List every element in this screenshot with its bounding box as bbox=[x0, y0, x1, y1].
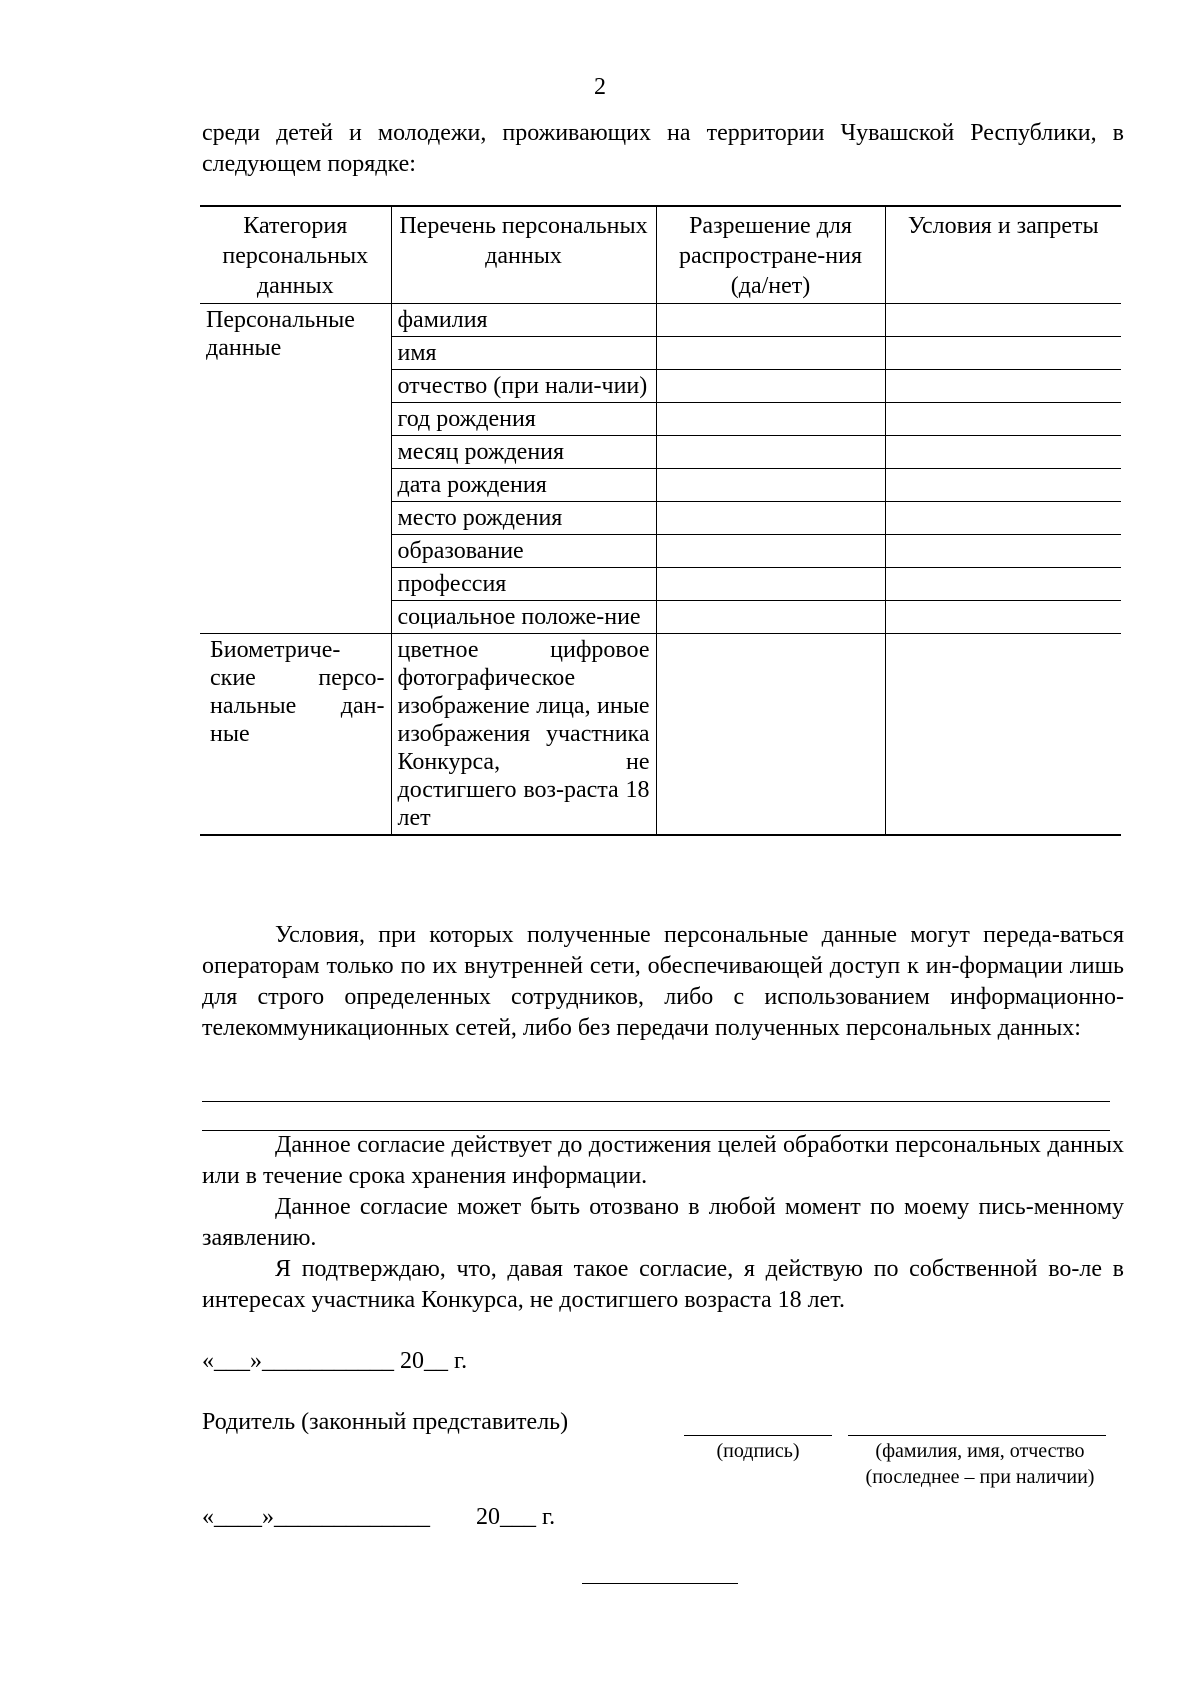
date-line-second[interactable] bbox=[202, 1504, 555, 1531]
permission-cell[interactable] bbox=[656, 502, 885, 535]
category-biometric: Биометриче-ские персо-нальные дан-ные bbox=[200, 634, 391, 836]
signature-line[interactable] bbox=[684, 1435, 832, 1436]
conditions-cell[interactable] bbox=[885, 568, 1121, 601]
item-name: имя bbox=[391, 337, 656, 370]
table-header-row bbox=[200, 206, 1121, 304]
permission-cell[interactable] bbox=[656, 469, 885, 502]
item-surname: фамилия bbox=[391, 304, 656, 337]
date-month-field[interactable]: _____________ bbox=[274, 1504, 430, 1530]
date-day-field[interactable]: «____» bbox=[202, 1504, 274, 1530]
item-birth-year: год рождения bbox=[391, 403, 656, 436]
consent-block bbox=[202, 1130, 1124, 1316]
permission-cell[interactable] bbox=[656, 370, 885, 403]
table-row bbox=[200, 634, 1121, 836]
conditions-cell[interactable] bbox=[885, 634, 1121, 836]
header-conditions: Условия и запреты bbox=[885, 206, 1121, 304]
conditions-cell[interactable] bbox=[885, 502, 1121, 535]
item-birth-date: дата рождения bbox=[391, 469, 656, 502]
fill-in-line[interactable] bbox=[202, 1101, 1110, 1102]
conditions-cell[interactable] bbox=[885, 337, 1121, 370]
signature-caption: (подпись) bbox=[716, 1440, 800, 1462]
permission-cell[interactable] bbox=[656, 634, 885, 836]
item-biometric-photo: цветное цифровое фотографическое изображение лица, иные изображения участника Конкурса, не достигшего воз-раста 18 лет bbox=[391, 634, 656, 836]
consent-confirmation-paragraph: Я подтверждаю, что, давая такое согласие, я действую по собственной во-ле в интересах участника Конкурса, не достигшего возраста 18 лет. bbox=[202, 1256, 1124, 1313]
permission-cell[interactable] bbox=[656, 304, 885, 337]
header-list: Перечень персональных данных bbox=[391, 206, 656, 304]
conditions-cell[interactable] bbox=[885, 601, 1121, 634]
permission-cell[interactable] bbox=[656, 535, 885, 568]
category-personal: Персональные данные bbox=[200, 304, 391, 634]
personal-data-table bbox=[200, 205, 1121, 836]
permission-cell[interactable] bbox=[656, 337, 885, 370]
conditions-cell[interactable] bbox=[885, 403, 1121, 436]
table-row bbox=[200, 304, 1121, 337]
date-line[interactable]: «___»___________ 20__ г. bbox=[202, 1348, 468, 1374]
conditions-cell[interactable] bbox=[885, 469, 1121, 502]
item-patronymic: отчество (при нали-чии) bbox=[391, 370, 656, 403]
conditions-cell[interactable] bbox=[885, 370, 1121, 403]
item-birth-place: место рождения bbox=[391, 502, 656, 535]
conditions-paragraph: Условия, при которых полученные персональные данные могут переда-ваться операторам только по их внутренней сети, обеспечивающей доступ к ин-формации лишь для строго определенных сотрудников, либо с использованием информационно-телекоммуникационных сетей, либо без передачи полученных персональных данных: bbox=[202, 922, 1124, 1041]
end-of-document-line bbox=[582, 1583, 738, 1584]
name-caption bbox=[848, 1438, 1112, 1490]
consent-validity-paragraph: Данное согласие действует до достижения целей обработки персональных данных или в течение срока хранения информации. bbox=[202, 1132, 1124, 1189]
permission-cell[interactable] bbox=[656, 436, 885, 469]
header-category: Категория персональных данных bbox=[200, 206, 391, 304]
permission-cell[interactable] bbox=[656, 403, 885, 436]
conditions-cell[interactable] bbox=[885, 304, 1121, 337]
header-permission: Разрешение для распростране-ния (да/нет) bbox=[656, 206, 885, 304]
permission-cell[interactable] bbox=[656, 568, 885, 601]
item-profession: профессия bbox=[391, 568, 656, 601]
name-caption-line-2: (последнее – при наличии) bbox=[865, 1466, 1095, 1488]
page-number: 2 bbox=[594, 74, 606, 100]
full-name-line[interactable] bbox=[848, 1435, 1106, 1436]
item-social-status: социальное положе-ние bbox=[391, 601, 656, 634]
name-caption-line-1: (фамилия, имя, отчество bbox=[875, 1440, 1085, 1462]
item-birth-month: месяц рождения bbox=[391, 436, 656, 469]
intro-paragraph: среди детей и молодежи, проживающих на территории Чувашской Республики, в следующем порядке: bbox=[202, 120, 1124, 177]
conditions-cell[interactable] bbox=[885, 436, 1121, 469]
item-education: образование bbox=[391, 535, 656, 568]
permission-cell[interactable] bbox=[656, 601, 885, 634]
consent-revocation-paragraph: Данное согласие может быть отозвано в любой момент по моему пись-менному заявлению. bbox=[202, 1194, 1124, 1251]
signatory-label: Родитель (законный представитель) bbox=[202, 1409, 569, 1435]
conditions-cell[interactable] bbox=[885, 535, 1121, 568]
date-year-field[interactable]: 20___ г. bbox=[476, 1504, 556, 1530]
